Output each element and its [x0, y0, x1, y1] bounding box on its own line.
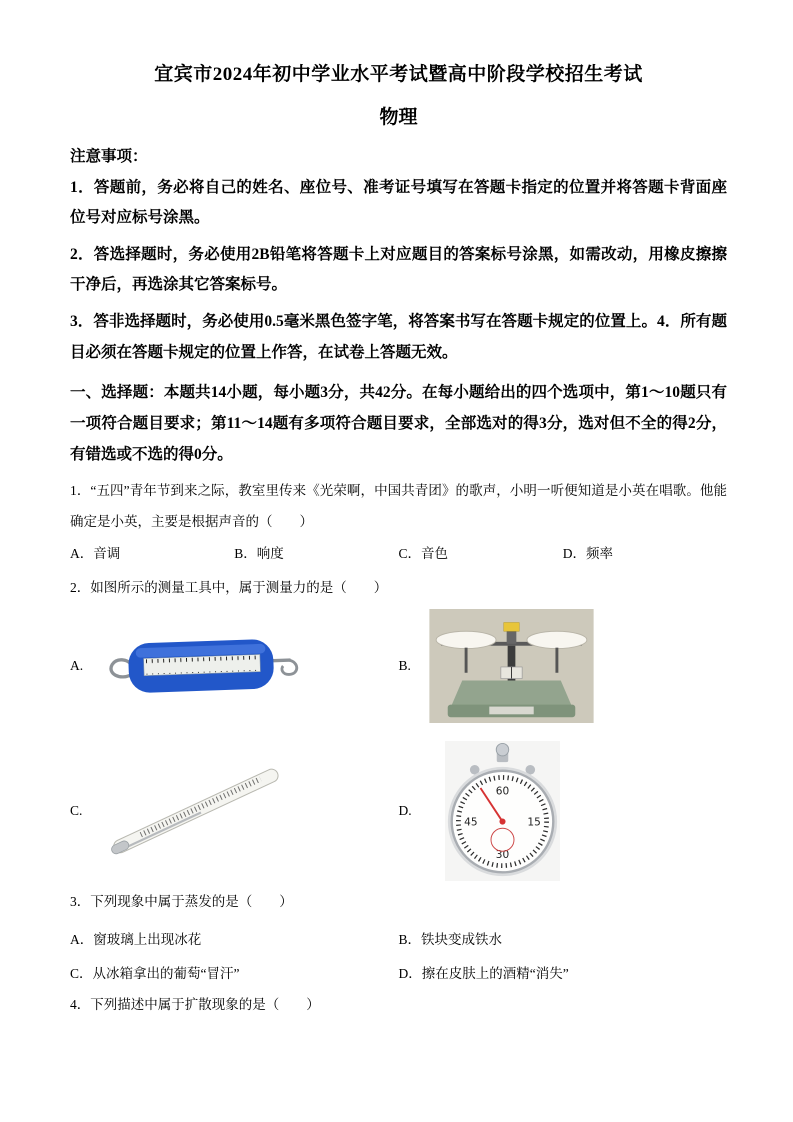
question-3-text: 3．下列现象中属于蒸发的是（ ） — [70, 894, 293, 910]
q2-figure-d-label: D. — [398, 803, 412, 819]
notice-item-3: 3．答非选择题时，务必使用0.5毫米黑色签字笔，将答案书写在答题卡规定的位置上。4．所有题目必须在答题卡规定的位置上作答，在试卷上答题无效。 — [70, 313, 727, 361]
q3-option-b: B．铁块变成铁水 — [398, 932, 503, 948]
balance-scale-image — [429, 609, 594, 723]
q2-figure-b — [399, 609, 728, 723]
exam-subject: 物理 — [379, 106, 418, 128]
question-4-text: 4．下列描述中属于扩散现象的是（ ） — [70, 997, 320, 1013]
stopwatch-number-30: 30 — [495, 849, 509, 862]
question-3-options-row-2 — [70, 963, 727, 985]
q2-figure-row-1 — [70, 609, 727, 723]
notices-heading: 注意事项： — [70, 147, 148, 165]
section-one-intro: 一、选择题：本题共14小题，每小题3分，共42分。在每小题给出的四个选项中，第1～10题只有一项符合题目要求；第11～14题有多项符合题目要求，全部选对的得3分，选对但不全的得2分，有错选或不选的得0分。 — [70, 383, 727, 463]
q3-option-c: C．从冰箱拿出的葡萄“冒汗” — [70, 965, 240, 981]
q2-figure-a — [70, 618, 399, 714]
q2-figure-row-2 — [70, 741, 727, 881]
exam-title: 宜宾市2024年初中学业水平考试暨高中阶段学校招生考试 — [154, 64, 643, 85]
q3-option-a: A．窗玻璃上出现冰花 — [70, 932, 202, 948]
q1-option-c: C．音色 — [398, 546, 449, 561]
q3-option-d: D．擦在皮肤上的酒精“消失” — [398, 965, 569, 981]
spring-dynamometer-image — [100, 618, 305, 714]
q2-figure-a-label: A. — [70, 658, 84, 674]
notice-item-2: 2．答选择题时，务必使用2B铅笔将答题卡上对应题目的答案标号涂黑，如需改动，用橡皮擦擦干净后，再选涂其它答案标号。 — [70, 246, 727, 294]
question-2-text: 2．如图所示的测量工具中，属于测量力的是（ ） — [70, 580, 388, 595]
question-3-options-row-1 — [70, 929, 727, 951]
q1-option-d: D．频率 — [562, 546, 613, 561]
q1-option-b: B．响度 — [234, 546, 284, 561]
q2-figure-c-label: C. — [70, 803, 83, 819]
question-1-text: 1．“五四”青年节到来之际，教室里传来《光荣啊，中国共青团》的歌声，小明一听便知道是小英在唱歌。他能确定是小英，主要是根据声音的（ ） — [70, 482, 727, 529]
q2-figure-c — [70, 750, 399, 872]
thermometer-image — [100, 750, 295, 872]
notice-item-1: 1．答题前，务必将自己的姓名、座位号、准考证号填写在答题卡指定的位置并将答题卡背面座位号对应标号涂黑。 — [70, 178, 727, 226]
question-1-options — [70, 540, 727, 567]
q2-figure-d — [399, 741, 728, 881]
q2-figure-b-label: B. — [398, 658, 411, 674]
q1-option-a: A．音调 — [70, 546, 121, 561]
stopwatch-number-15: 15 — [526, 816, 541, 829]
stopwatch-number-45: 45 — [463, 816, 478, 829]
stopwatch-number-60: 60 — [495, 785, 509, 798]
stopwatch-image — [445, 741, 560, 881]
